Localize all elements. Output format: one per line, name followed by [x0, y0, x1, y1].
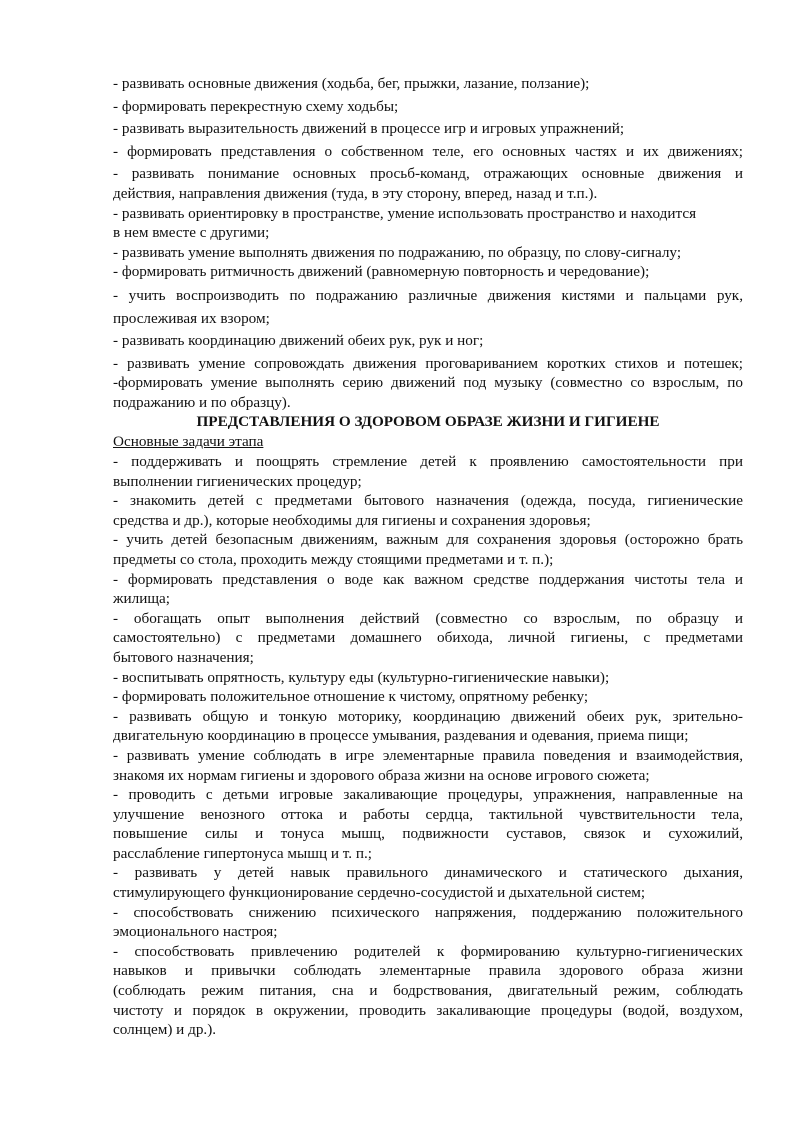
list-item-continuation: эмоционального настроя; — [113, 923, 278, 941]
list-item-continuation: выполнении гигиенических процедур; — [113, 472, 362, 490]
list-item: - способствовать привлечению родителей к формированию культурно-гигиенических — [113, 942, 743, 960]
list-item-continuation: жилища; — [113, 590, 170, 608]
list-item-continuation: расслабление гипертонуса мышц и т. п.; — [113, 844, 373, 862]
hygiene-task-list — [113, 452, 743, 1040]
list-item-continuation: самостоятельно) с предметами домашнего обихода, личной гигиены, с предметами — [113, 629, 743, 647]
list-item: - развивать общую и тонкую моторику, координацию движений обеих рук, зрительно- — [113, 707, 743, 725]
list-item-continuation: (соблюдать режим питания, сна и бодрствования, двигательный режим, соблюдать — [113, 982, 743, 1000]
list-item: - формировать представления о собственном теле, его основных частях и их движениях; — [113, 142, 743, 160]
list-item-continuation: чистоту и порядок в окружении, проводить закаливающие процедуры (водой, воздухом, — [113, 1001, 743, 1019]
list-item: - развивать выразительность движений в процессе игр и игровых упражнений; — [113, 120, 625, 138]
list-item: - формировать ритмичность движений (равномерную повторность и чередование); — [113, 263, 650, 281]
list-item: - развивать основные движения (ходьба, бег, прыжки, лазание, ползание); — [113, 75, 590, 92]
list-item-continuation: улучшение венозного оттока и работы сердца, тактильной чувствительности тела, — [113, 805, 743, 823]
list-item-continuation: повышение силы и тонуса мышц, подвижности суставов, связок и сухожилий, — [113, 825, 743, 843]
list-item: - развивать понимание основных просьб-команд, отражающих основные движения и — [113, 165, 743, 183]
list-item-continuation: в нем вместе с другими; — [113, 224, 270, 242]
motor-skills-task-list — [113, 74, 743, 413]
list-item-continuation: действия, направления движения (туда, в эту сторону, вперед, назад и т.п.). — [113, 184, 598, 202]
list-item: - развивать умение соблюдать в игре элементарные правила поведения и взаимодействия, — [113, 746, 743, 764]
list-item: - проводить с детьми игровые закаливающие процедуры, упражнения, направленные на — [113, 786, 743, 804]
list-item: - поддерживать и поощрять стремление детей к проявлению самостоятельности при — [113, 453, 743, 470]
list-item-continuation: двигательную координацию в процессе умывания, раздевания и одевания, приема пищи; — [113, 727, 689, 745]
list-item: - развивать ориентировку в пространстве, умение использовать пространство и находится — [113, 204, 697, 222]
list-item: - развивать умение сопровождать движения проговариванием коротких стихов и потешек; — [113, 354, 743, 372]
list-item: - способствовать снижению психического напряжения, поддержанию положительного — [113, 903, 743, 921]
section-heading: ПРЕДСТАВЛЕНИЯ О ЗДОРОВОМ ОБРАЗЕ ЖИЗНИ И ГИГИЕНЕ — [196, 413, 660, 430]
section-subheading: Основные задачи этапа — [113, 433, 264, 450]
list-item: - учить детей безопасным движениям, важным для сохранения здоровья (осторожно брать — [113, 531, 743, 549]
list-item: - формировать представления о воде как важном средстве поддержания чистоты тела и — [113, 570, 743, 588]
list-item-continuation: предметы со стола, проходить между стоящими предметами и т. п.); — [113, 550, 554, 568]
list-item-continuation: средства и др.), которые необходимы для гигиены и сохранения здоровья; — [113, 511, 591, 529]
list-item-continuation: бытового назначения; — [113, 648, 254, 666]
list-item: - знакомить детей с предметами бытового назначения (одежда, посуда, гигиенические — [113, 492, 743, 510]
list-item: - учить воспроизводить по подражанию различные движения кистями и пальцами рук, — [113, 286, 743, 304]
list-item: - формировать перекрестную схему ходьбы; — [113, 97, 399, 115]
list-item-continuation: прослеживая их взором; — [113, 309, 270, 327]
list-item-continuation: знакомя их нормам гигиены и здорового образа жизни на основе игрового сюжета; — [113, 766, 650, 784]
list-item-continuation: солнцем) и др.). — [113, 1021, 217, 1039]
list-item-continuation: навыков и привычки соблюдать элементарные правила здорового образа жизни — [113, 962, 743, 980]
list-item: - формировать положительное отношение к чистому, опрятному ребенку; — [113, 688, 589, 706]
list-item: - развивать координацию движений обеих рук, рук и ног; — [113, 332, 484, 350]
list-item: - воспитывать опрятность, культуру еды (культурно-гигиенические навыки); — [113, 668, 610, 686]
list-item: -формировать умение выполнять серию движений под музыку (совместно со взрослым, по — [113, 374, 743, 392]
list-item-continuation: подражанию и по образцу). — [113, 393, 291, 411]
list-item-continuation: стимулирующего функционирование сердечно-сосудистой и дыхательной систем; — [113, 884, 646, 902]
list-item: - развивать у детей навык правильного динамического и статического дыхания, — [113, 864, 743, 882]
list-item: - обогащать опыт выполнения действий (совместно со взрослым, по образцу и — [113, 609, 743, 627]
list-item: - развивать умение выполнять движения по подражанию, по образцу, по слову-сигналу; — [113, 243, 682, 261]
